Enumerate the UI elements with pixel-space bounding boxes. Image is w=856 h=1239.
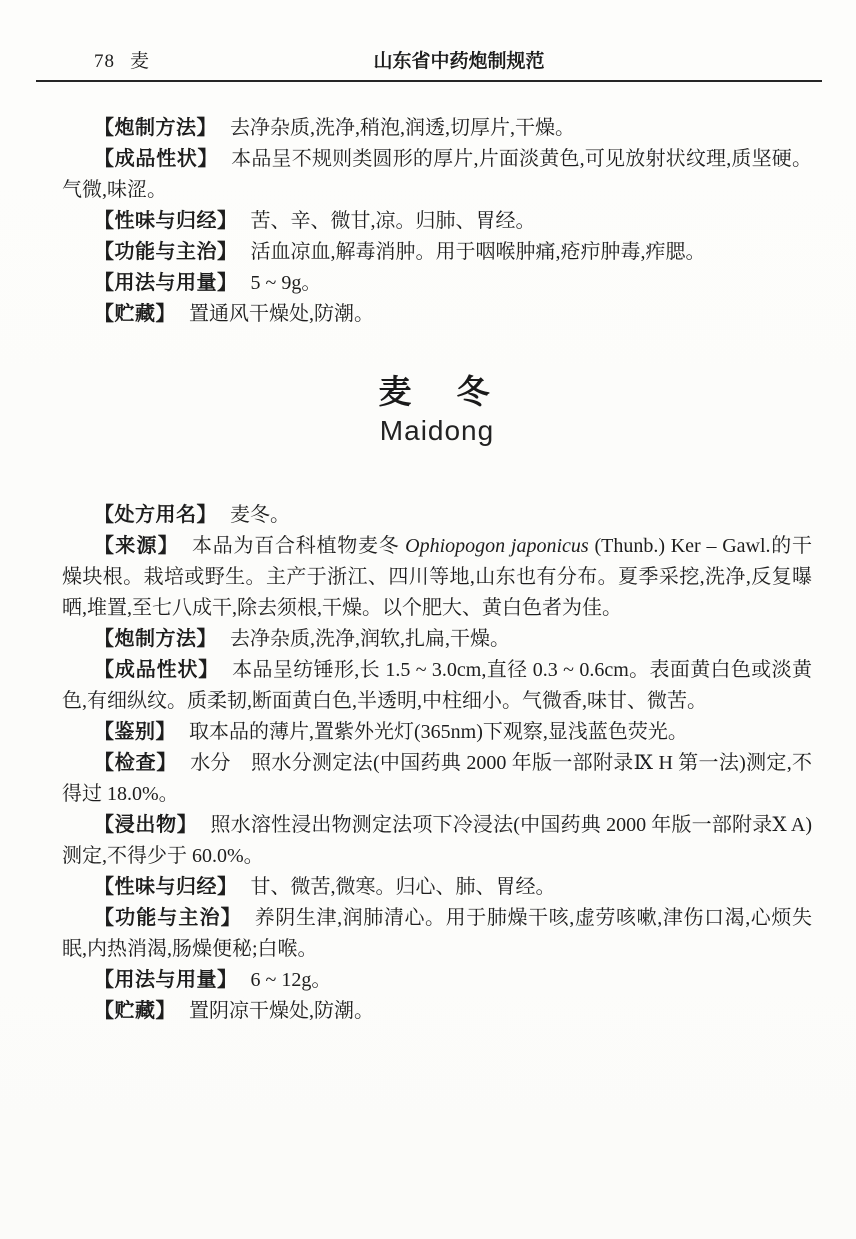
field-label: 【性味与归经】 bbox=[94, 876, 238, 898]
paragraph-jiancha bbox=[62, 748, 812, 810]
field-text: 置通风干燥处,防潮。 bbox=[189, 303, 374, 325]
field-label: 【浸出物】 bbox=[94, 814, 198, 836]
field-text: (Thunb.) Ker – Gawl.的干燥块根。栽培或野生。主产于浙江、四川等地,山东也有分布。夏季采挖,洗净,反复曝晒,堆置,至七八成干,除去须根,干燥。以个肥大、黄白色者为佳。 bbox=[62, 535, 813, 619]
page-header bbox=[62, 50, 816, 74]
field-label: 【鉴别】 bbox=[94, 721, 176, 743]
field-label: 【用法与用量】 bbox=[94, 969, 238, 991]
paragraph-jinchuwu bbox=[62, 810, 812, 872]
paragraph-zhucang-mai bbox=[62, 299, 812, 330]
page-number: 78 bbox=[94, 51, 115, 72]
field-text: 照水溶性浸出物测定法项下冷浸法(中国药典 2000 年版一部附录Ⅹ A)测定,不得少于 60.0%。 bbox=[62, 814, 813, 867]
field-label: 【性味与归经】 bbox=[94, 210, 238, 232]
page-content bbox=[62, 113, 812, 1027]
paragraph-chufang bbox=[62, 500, 812, 531]
field-text: 麦冬。 bbox=[230, 504, 290, 526]
section-word: 麦 bbox=[130, 51, 151, 72]
paragraph-xingwei bbox=[62, 872, 812, 903]
field-text: 去净杂质,洗净,稍泡,润透,切厚片,干燥。 bbox=[230, 117, 575, 139]
paragraph-chengpin-mai bbox=[62, 144, 812, 206]
book-title: 山东省中药炮制规范 bbox=[373, 51, 545, 72]
field-label: 【成品性状】 bbox=[94, 148, 219, 170]
field-label: 【成品性状】 bbox=[94, 659, 220, 681]
field-label: 【检查】 bbox=[94, 752, 178, 774]
field-text: 置阴凉干燥处,防潮。 bbox=[189, 1000, 374, 1022]
field-label: 【贮藏】 bbox=[94, 303, 176, 325]
field-text: 甘、微苦,微寒。归心、肺、胃经。 bbox=[250, 876, 556, 898]
field-label: 【功能与主治】 bbox=[94, 241, 238, 263]
paragraph-gongneng-mai bbox=[62, 237, 812, 268]
latin-binomial: Ophiopogon japonicus bbox=[405, 535, 589, 557]
entry-title-pinyin: Maidong bbox=[379, 415, 495, 446]
field-text: 取本品的薄片,置紫外光灯(365nm)下观察,显浅蓝色荧光。 bbox=[189, 721, 688, 743]
field-label: 【炮制方法】 bbox=[94, 628, 217, 650]
entry-title-block bbox=[62, 372, 812, 450]
field-text: 本品为百合科植物麦冬 bbox=[191, 535, 406, 557]
field-label: 【用法与用量】 bbox=[94, 272, 238, 294]
entry-title: 麦 冬 bbox=[378, 373, 496, 410]
field-label: 【处方用名】 bbox=[94, 504, 217, 526]
field-text: 水分 照水分测定法(中国药典 2000 年版一部附录Ⅸ H 第一法)测定,不得过 18.0%。 bbox=[62, 752, 813, 805]
paragraph-paozhi bbox=[62, 624, 812, 655]
field-text: 本品呈不规则类圆形的厚片,片面淡黄色,可见放射状纹理,质坚硬。气微,味涩。 bbox=[62, 148, 813, 201]
paragraph-jianbie bbox=[62, 717, 812, 748]
paragraph-xingwei-mai bbox=[62, 206, 812, 237]
field-text: 养阴生津,润肺清心。用于肺燥干咳,虚劳咳嗽,津伤口渴,心烦失眠,内热消渴,肠燥便秘;白喉。 bbox=[62, 907, 813, 960]
paragraph-yongfa-mai bbox=[62, 268, 812, 299]
field-label: 【功能与主治】 bbox=[94, 907, 242, 929]
field-label: 【贮藏】 bbox=[94, 1000, 176, 1022]
field-text: 本品呈纺锤形,长 1.5 ~ 3.0cm,直径 0.3 ~ 0.6cm。表面黄白色或淡黄色,有细纵纹。质柔韧,断面黄白色,半透明,中柱细小。气微香,味甘、微苦。 bbox=[62, 659, 812, 712]
field-text: 苦、辛、微甘,凉。归肺、胃经。 bbox=[250, 210, 536, 232]
header-rule bbox=[36, 80, 822, 82]
field-text: 活血凉血,解毒消肿。用于咽喉肿痛,疮疖肿毒,痄腮。 bbox=[250, 241, 706, 263]
paragraph-laiyuan bbox=[62, 531, 812, 624]
paragraph-paozhi-mai bbox=[62, 113, 812, 144]
field-text: 6 ~ 12g。 bbox=[250, 969, 332, 991]
field-text: 去净杂质,洗净,润软,扎扁,干燥。 bbox=[230, 628, 510, 650]
paragraph-yongfa bbox=[62, 965, 812, 996]
field-label: 【炮制方法】 bbox=[94, 117, 217, 139]
field-label: 【来源】 bbox=[94, 535, 179, 557]
paragraph-gongneng bbox=[62, 903, 812, 965]
paragraph-chengpin bbox=[62, 655, 812, 717]
paragraph-zhucang bbox=[62, 996, 812, 1027]
field-text: 5 ~ 9g。 bbox=[250, 272, 322, 294]
